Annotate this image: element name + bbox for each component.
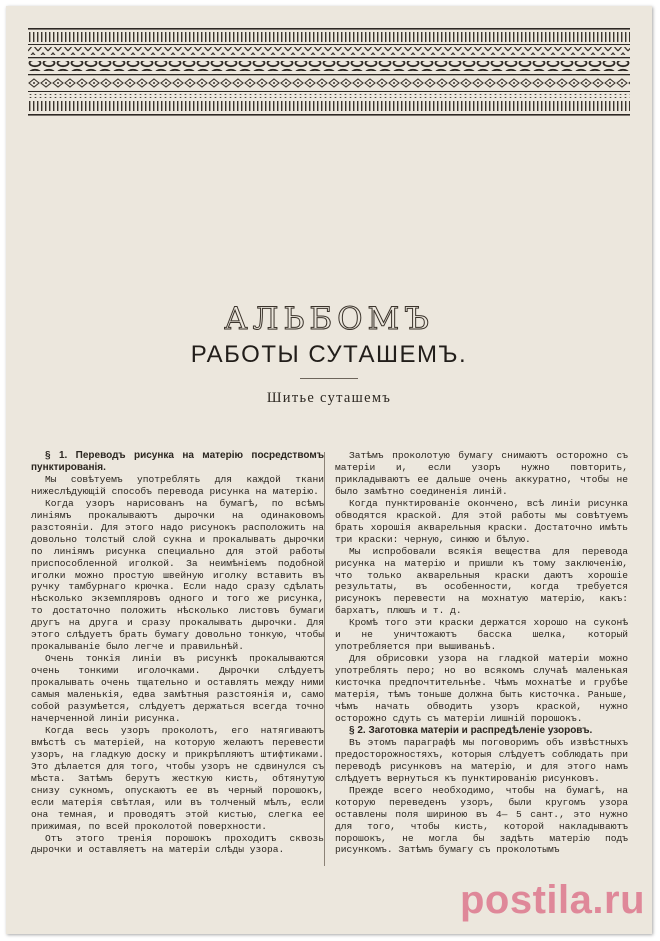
paragraph: Въ этомъ параграфѣ мы поговоримъ объ извѣстныхъ предосторожностяхъ, которыя слѣдуетъ соблюдать при переводѣ рисунковъ на матерію, и для этого намъ слѣдуетъ вернуться къ пунктированію рисунковъ. (335, 736, 628, 784)
paragraph: Кромѣ того эти краски держатся хорошо на суконѣ и не уничтожаютъ басска шелка, который употребляется при вышиваньѣ. (335, 617, 628, 653)
paragraph: Отъ этого тренія порошокъ проходитъ сквозь дырочки и оставляетъ на матеріи слѣды узора. (31, 832, 324, 856)
section-heading: § 1. Переводъ рисунка на матерію посредствомъ пунктированія. (31, 450, 324, 473)
section-heading: § 2. Заготовка матеріи и распредѣленіе узоровъ. (349, 724, 593, 736)
column-divider (324, 452, 325, 866)
paragraph: Когда весь узоръ проколотъ, его натягиваютъ вмѣстѣ съ матеріей, на которую желаютъ перевести узоръ, на гладкую доску и прикрѣпляютъ штифтиками. Это дѣлается для того, чтобы узоръ не сдвинулся съ мѣста. Затѣмъ берутъ жесткую кисть, обтянутую снизу сукномъ, опускаютъ ее въ черный порошокъ, если матерія свѣтлая, или въ толченый мѣлъ, если она темная, и проводятъ этой кистью, слегка ее прижимая, по всей проколотой поверхности. (31, 724, 324, 832)
subtitle: Шитье суташемъ (266, 390, 392, 406)
ornamental-border (28, 28, 630, 120)
paragraph: Мы испробовали всякія вещества для перевода рисунка на матерію и пришли къ тому заключенію, что только акварельныя краски даютъ хорошіе результаты, въ особенности, когда требуется рисунокъ перевести на мохнатую матерію, какъ: бархатъ, плюшъ и т. д. (335, 545, 628, 617)
paragraph: Когда пунктированіе окончено, всѣ линіи рисунка обводятся краской. Для этой работы мы совѣтуемъ брать хорошія акварельныя краски. Достаточно имѣть три краски: черную, синюю и бѣлую. (335, 497, 628, 545)
watermark: postila.ru (460, 878, 646, 922)
paragraph: Прежде всего необходимо, чтобы на бумагѣ, на которую переведенъ узоръ, были кругомъ узора оставлены поля шириною въ 4— 5 сант., это нужно для того, чтобы кисть, которой накладываютъ порошокъ, не могла бы задѣть матерію подъ рисункомъ. Затѣмъ бумагу съ проколотымъ (335, 784, 628, 856)
paragraph: Затѣмъ проколотую бумагу снимаютъ осторожно съ матеріи и, если узоръ нужно повторить, прикладываютъ ее дальше очень аккуратно, чтобы не было замѣтно соединенія линій. (335, 450, 628, 497)
left-column (31, 450, 324, 856)
page-sheet (6, 6, 652, 934)
title-block (6, 301, 652, 407)
page-title: РАБОТЫ СУТАШЕМЪ. (190, 341, 468, 368)
paragraph: Для обрисовки узора на гладкой матеріи можно употреблять перо; но во всякомъ случаѣ маленькая кисточка предпочтительнѣе. Чѣмъ мохнатѣе и грубѣе матерія, тѣмъ тоньше должна быть кисточка. Раньше, чѣмъ начать обводить узоръ краской, нужно осторожно сдуть съ матеріи лишній порошокъ. (335, 653, 628, 724)
paragraph: Когда узоръ нарисованъ на бумагѣ, по всѣмъ линіямъ прокалываютъ дырочки на одинаковомъ разстояніи. Для этого надо рисунокъ расположить на довольно толстый слой сукна и прокалывать дырочки по линіямъ рисунка специально для этой работы приспособленной иголкой. За неимѣніемъ подобной иголки можно простую швейную иголку вставить въ ручку тамбурнаго крючка. Если надо сразу сдѣлать нѣсколько экземпляровъ одного и того же рисунка, то достаточно положить нѣсколько листовъ бумаги другъ на друга и сразу прокалывать дырочки. Для этого слѣдуетъ брать бумагу довольно тонкую, чтобы прокалываніе было легче и правильнѣй. (31, 497, 324, 653)
album-heading: АЛЬБОМЪ (224, 301, 434, 337)
paragraph: Очень тонкія линіи въ рисункѣ прокалываются очень тонкими иголочками. Дырочки слѣдуетъ прокалывать очень тщательно и оставлять между ними самыя маленькія, едва замѣтныя разстоянія и, само собой разумѣется, слѣдуетъ держаться всегда точно начерченной линіи рисунка. (31, 653, 324, 724)
paragraph: Мы совѣтуемъ употреблять для каждой ткани нижеслѣдующій способъ перевода рисунка на матерію. (31, 473, 324, 497)
right-column (335, 450, 628, 856)
title-rule (300, 378, 358, 379)
